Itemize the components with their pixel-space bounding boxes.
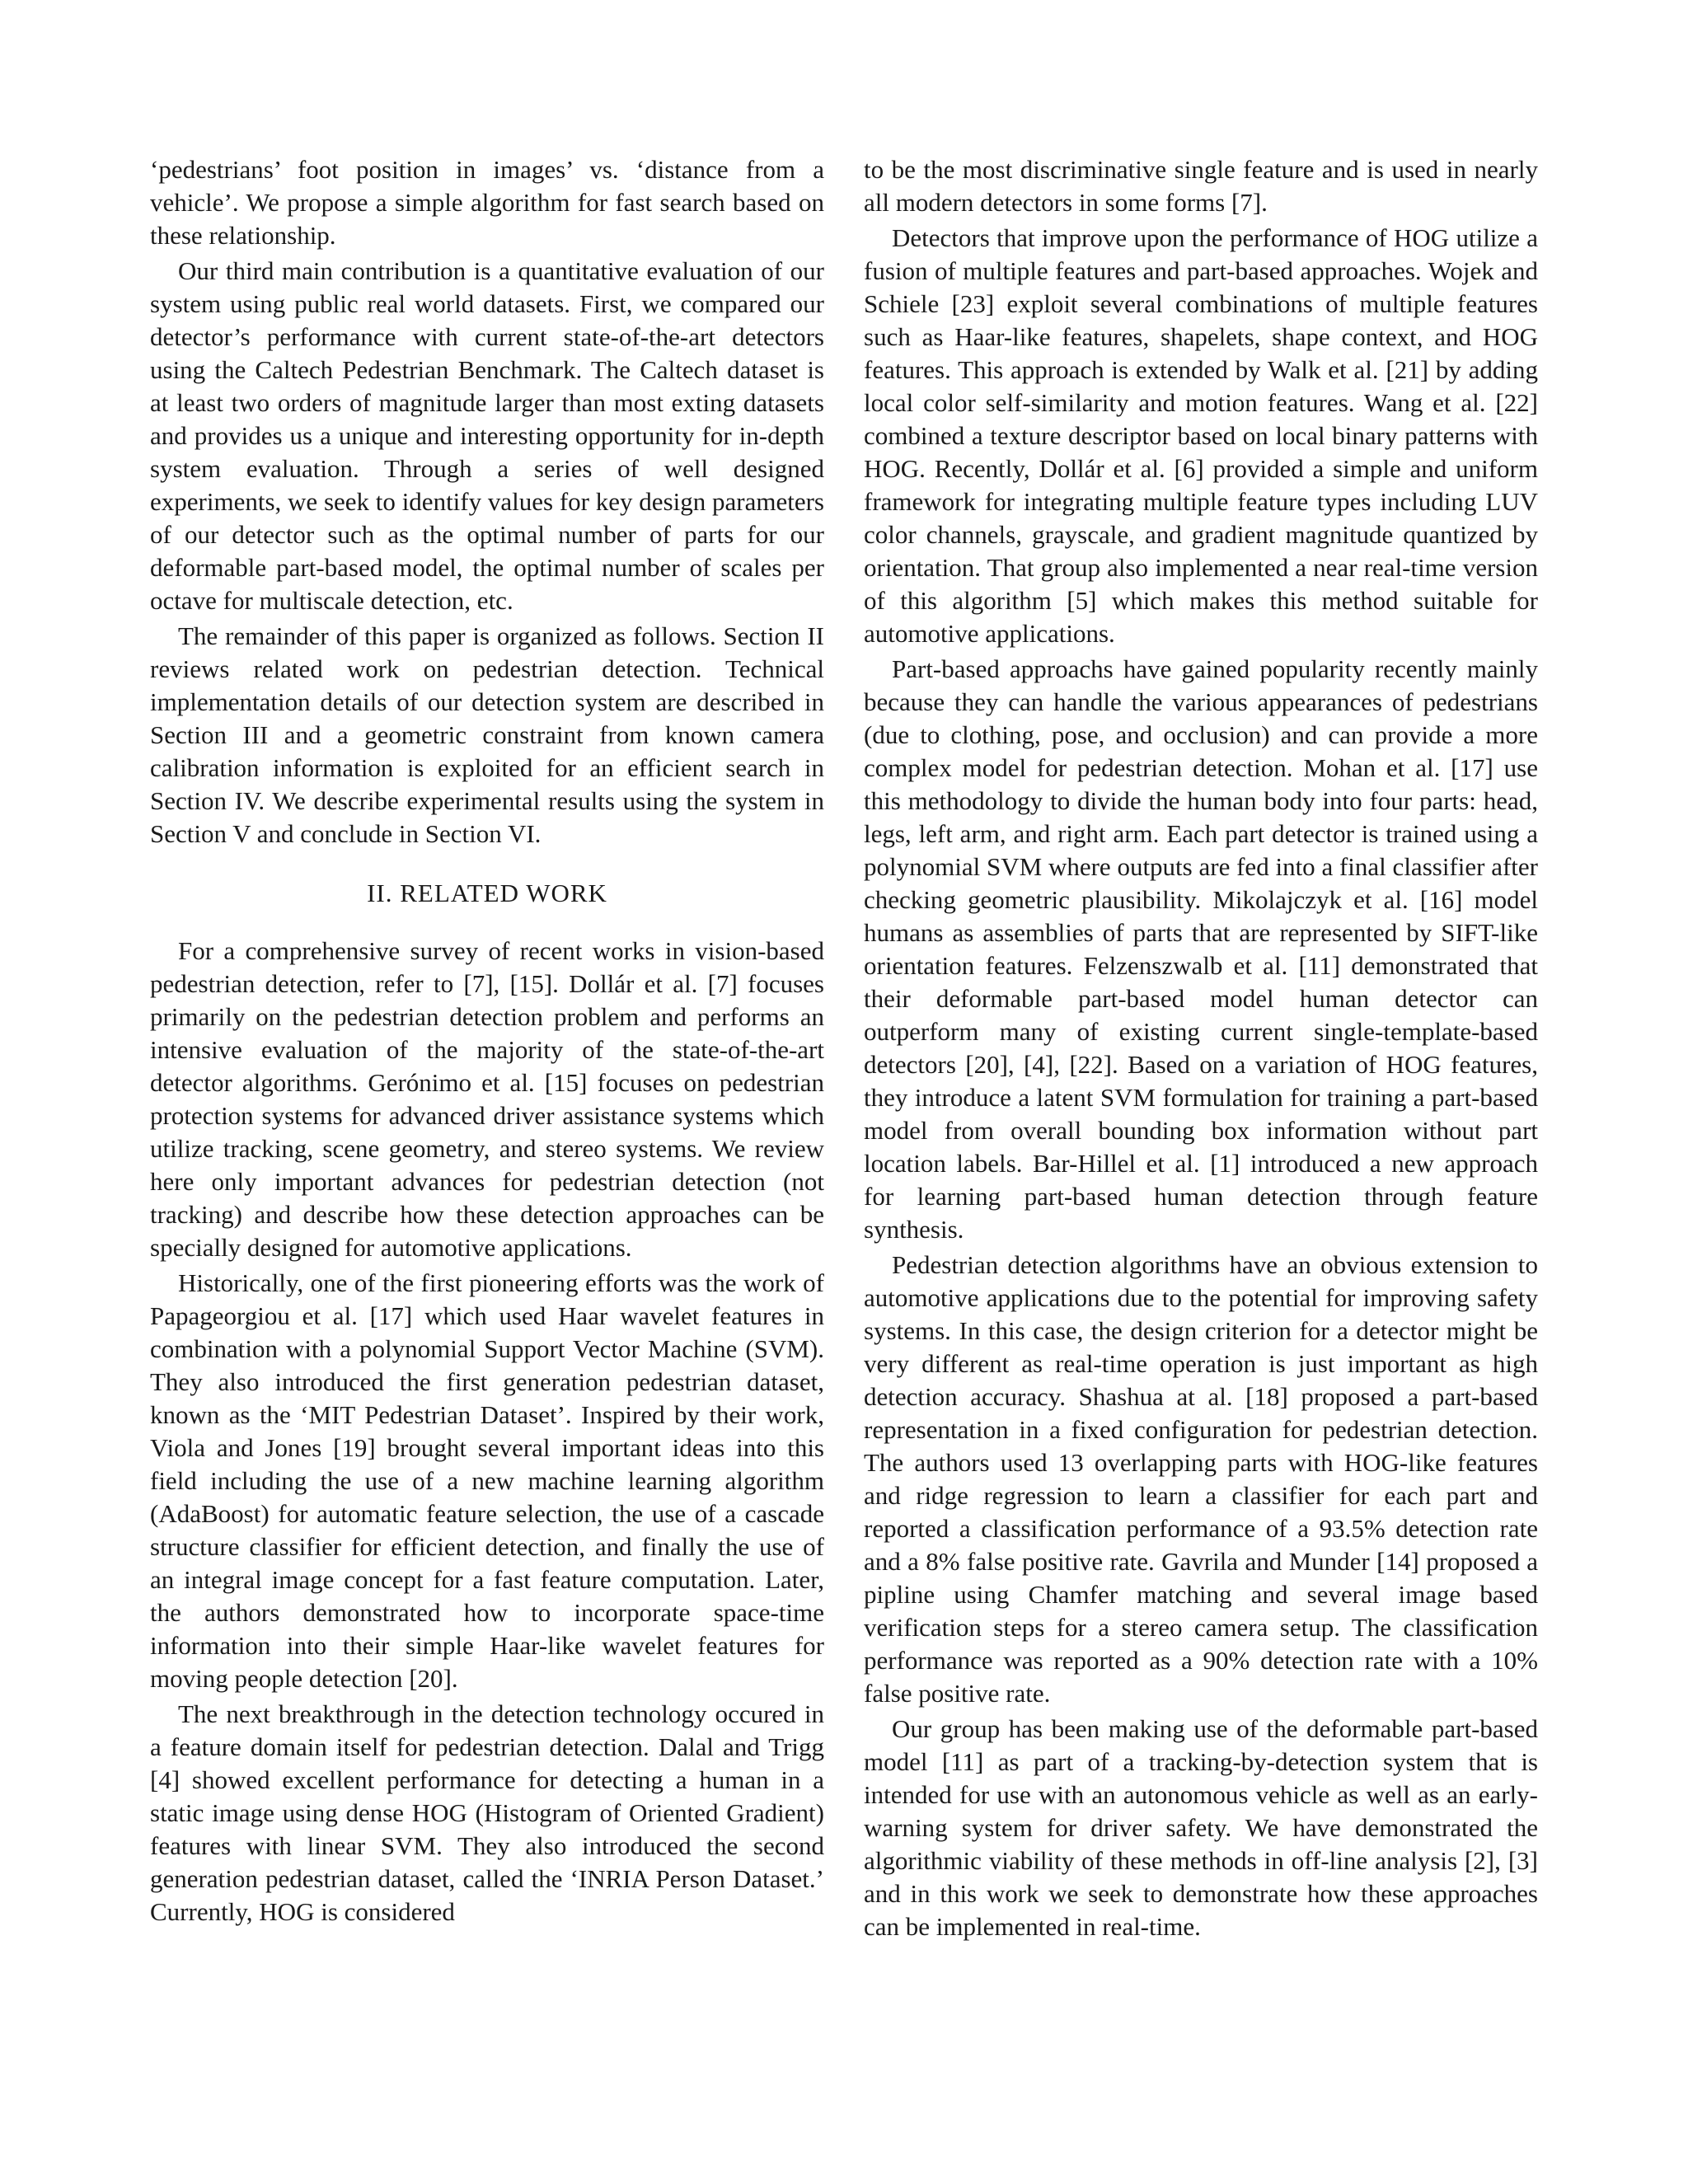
paragraph-intro-continuation: ‘pedestrians’ foot position in images’ vs. ‘distance from a vehicle’. We propose a simple algorithm for fast search based on these relationship. (150, 155, 824, 250)
paragraph-third-contribution: Our third main contribution is a quantitative evaluation of our system using public real world datasets. First, we compared our detector’s performance with current state-of-the-art detectors using the Caltech Pedestrian Benchmark. The Caltech dataset is at least two orders of magnitude larger than most exting datasets and provides us a unique and interesting opportunity for in-depth system evaluation. Through a series of well designed experiments, we seek to identify values for key design parameters of our detector such as the optimal number of parts for our deformable part-based model, the optimal number of scales per octave for multiscale detection, etc. (150, 256, 824, 615)
paragraph-our-group: Our group has been making use of the deformable part-based model [11] as part of a tracking-by-detection system that is intended for use with an autonomous vehicle as well as an early-warning system for driver safety. We have demonstrated the algorithmic viability of these methods in off-line analysis [2], [3] and in this work we seek to demonstrate how these approaches can be implemented in real-time. (864, 1714, 1538, 1941)
paragraph-hog-continuation: to be the most discriminative single feature and is used in nearly all modern detectors in some forms [7]. (864, 155, 1538, 217)
section-heading-related-work: II. RELATED WORK (367, 879, 607, 907)
paragraph-historical-efforts: Historically, one of the first pioneering efforts was the work of Papageorgiou et al. [17] which used Haar wavelet features in combination with a polynomial Support Vector Machine (SVM). They also introduced the first generation pedestrian dataset, known as the ‘MIT Pedestrian Dataset’. Inspired by their work, Viola and Jones [19] brought several important ideas into this field including the use of a new machine learning algorithm (AdaBoost) for automatic feature selection, the use of a cascade structure classifier for efficient detection, and finally the use of an integral image concept for a fast feature computation. Later, the authors demonstrated how to incorporate space-time information into their simple Haar-like wavelet features for moving people detection [20]. (150, 1268, 824, 1693)
paragraph-hog-breakthrough: The next breakthrough in the detection technology occured in a feature domain itself for pedestrian detection. Dalal and Trigg [4] showed excellent performance for detecting a human in a static image using dense HOG (Histogram of Oriented Gradient) features with linear SVM. They also introduced the second generation pedestrian dataset, called the ‘INRIA Person Dataset.’ Currently, HOG is considered (150, 1699, 824, 1926)
paragraph-automotive: Pedestrian detection algorithms have an obvious extension to automotive applications due to the potential for improving safety systems. In this case, the design criterion for a detector might be very different as real-time operation is just important as high detection accuracy. Shashua at al. [18] proposed a part-based representation in a fixed configuration for pedestrian detection. The authors used 13 overlapping parts with HOG-like features and ridge regression to learn a classifier for each part and reported a classification performance of a 93.5% detection rate and a 8% false positive rate. Gavrila and Munder [14] proposed a pipline using Chamfer matching and several image based verification steps for a stereo camera setup. The classification performance was reported as a 90% detection rate with a 10% false positive rate. (864, 1250, 1538, 1708)
paragraph-paper-organization: The remainder of this paper is organized as follows. Section II reviews related work on pedestrian detection. Technical implementation details of our detection system are described in Section III and a geometric constraint from known camera calibration information is exploited for an efficient search in Section IV. We describe experimental results using the system in Section V and conclude in Section VI. (150, 621, 824, 848)
paragraph-survey: For a comprehensive survey of recent works in vision-based pedestrian detection, refer to [7], [15]. Dollár et al. [7] focuses primarily on the pedestrian detection problem and performs an intensive evaluation of the majority of the state-of-the-art detector algorithms. Gerónimo et al. [15] focuses on pedestrian protection systems for advanced driver assistance systems which utilize tracking, scene geometry, and stereo systems. We review here only important advances for pedestrian detection (not tracking) and describe how these detection approaches can be specially designed for automotive applications. (150, 936, 824, 1262)
right-column (864, 153, 1538, 1943)
paragraph-part-based: Part-based approachs have gained popularity recently mainly because they can handle the various appearances of pedestrians (due to clothing, pose, and occlusion) and can provide a more complex model for pedestrian detection. Mohan et al. [17] use this methodology to divide the human body into four parts: head, legs, left arm, and right arm. Each part detector is trained using a polynomial SVM where outputs are fed into a final classifier after checking geometric plausibility. Mikolajczyk et al. [16] model humans as assemblies of parts that are represented by SIFT-like orientation features. Felzenszwalb et al. [11] demonstrated that their deformable part-based model human detector can outperform many of existing current single-template-based detectors [20], [4], [22]. Based on a variation of HOG features, they introduce a latent SVM formulation for training a part-based model from overall bounding box information without part location labels. Bar-Hillel et al. [1] introduced a new approach for learning part-based human detection through feature synthesis. (864, 654, 1538, 1244)
left-column (150, 153, 824, 1929)
paragraph-feature-fusion: Detectors that improve upon the performance of HOG utilize a fusion of multiple features and part-based approaches. Wojek and Schiele [23] exploit several combinations of multiple features such as Haar-like features, shapelets, shape context, and HOG features. This approach is extended by Walk et al. [21] by adding local color self-similarity and motion features. Wang et al. [22] combined a texture descriptor based on local binary patterns with HOG. Recently, Dollár et al. [6] provided a simple and uniform framework for integrating multiple feature types including LUV color channels, grayscale, and gradient magnitude quantized by orientation. That group also implemented a near real-time version of this algorithm [5] which makes this method suitable for automotive applications. (864, 223, 1538, 648)
